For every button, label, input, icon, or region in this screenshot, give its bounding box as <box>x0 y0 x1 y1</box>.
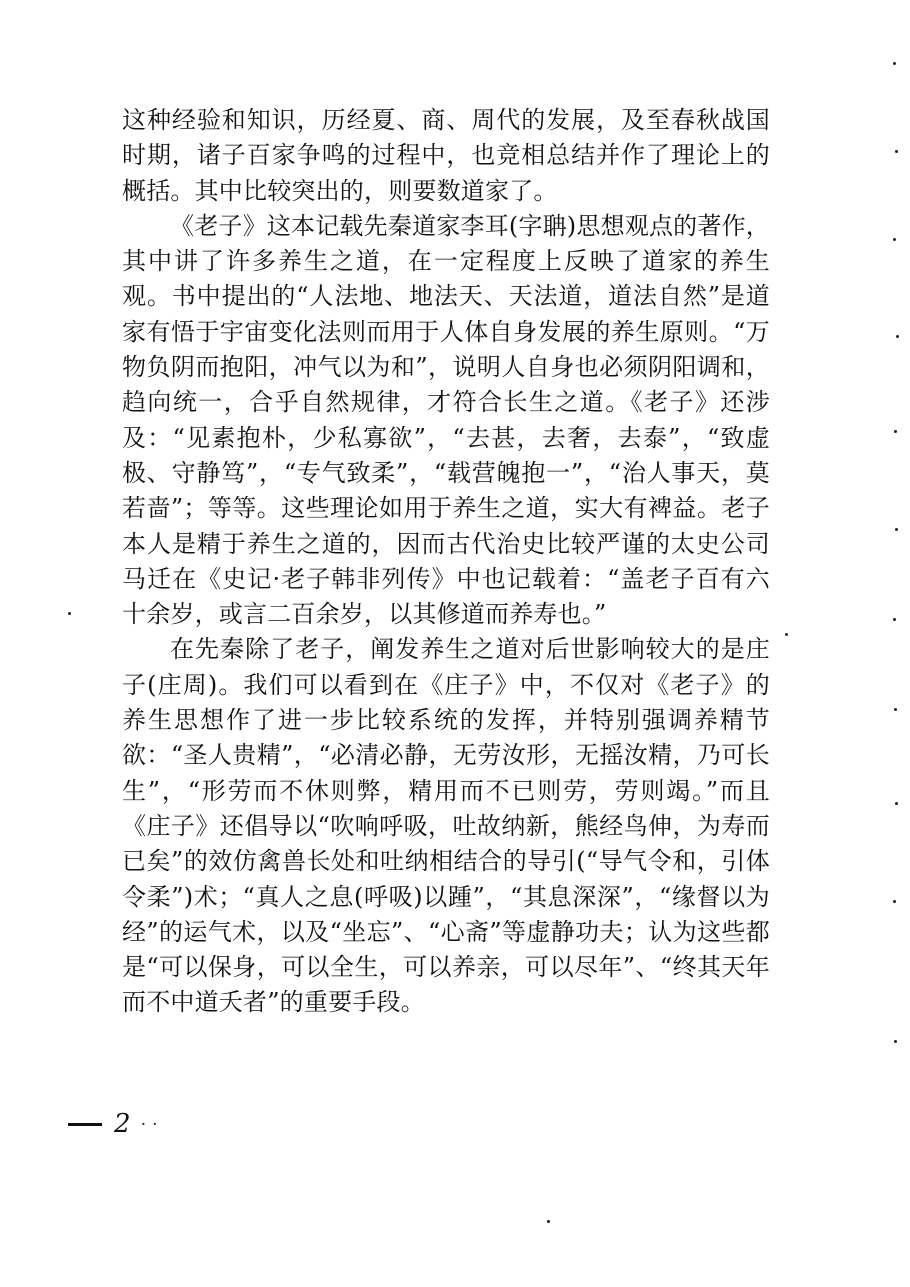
body-text <box>122 103 770 1021</box>
scan-speck <box>893 62 896 65</box>
scan-speck <box>68 612 71 615</box>
scan-speck <box>893 900 896 903</box>
paragraph-3: 在先秦除了老子，阐发养生之道对后世影响较大的是庄子(庄周)。我们可以看到在《庄子》中，不仅对《老子》的养生思想作了进一步比较系统的发挥，并特别强调养精节欲：“圣人贵精”，“必清必静，无劳汝形，无摇汝精，乃可长生”，“形劳而不休则弊，精用而不已则劳，劳则竭。”而且《庄子》还倡导以“吹响呼吸，吐故纳新，熊经鸟伸，为寿而已矣”的效仿禽兽长处和吐纳相结合的导引(“导气令和，引体令柔”)术；“真人之息(呼吸)以踵”，“其息深深”，“缘督以为经”的运气术，以及“坐忘”、“心斋”等虚静功夫；认为这些都是“可以保身，可以全生，可以养亲，可以尽年”、“终其天年而不中道夭者”的重要手段。 <box>122 635 770 1017</box>
scan-speck <box>893 618 896 621</box>
scan-speck <box>894 708 897 711</box>
scan-speck <box>895 528 898 531</box>
scan-speck <box>785 633 788 636</box>
scan-speck <box>896 335 899 338</box>
scan-speck <box>547 1220 550 1223</box>
scan-speck <box>894 1040 897 1043</box>
page-number: 2 <box>114 1109 133 1139</box>
paragraph-2: 《老子》这本记载先秦道家李耳(字聃)思想观点的著作，其中讲了许多养生之道，在一定程度上反映了道家的养生观。书中提出的“人法地、地法天、天法道，道法自然”是道家有悟于宇宙变化法则而用于人体自身发展的养生原则。“万物负阴而抱阳，冲气以为和”，说明人自身也必须阴阳调和，趋向统一，合乎自然规律，才符合长生之道。《老子》还涉及：“见素抱朴，少私寡欲”，“去甚，去奢，去泰”，“致虚极、守静笃”，“专气致柔”，“载营魄抱一”，“治人事天，莫若啬”；等等。这些理论如用于养生之道，实大有裨益。老子本人是精于养生之道的，因而古代治史比较严谨的太史公司马迁在《史记·老子韩非列传》中也记载着：“盖老子百有六十余岁，或言二百余岁，以其修道而养寿也。” <box>122 211 770 629</box>
scan-speck <box>895 802 898 805</box>
scan-speck <box>893 238 896 241</box>
scan-speck <box>894 430 897 433</box>
footer-dots: · · <box>140 1113 158 1135</box>
page-footer <box>68 1104 158 1144</box>
footer-dash <box>68 1123 102 1126</box>
paragraph-1: 这种经验和知识，历经夏、商、周代的发展，及至春秋战国时期，诸子百家争鸣的过程中，也竞相总结并作了理论上的概括。其中比较突出的，则要数道家了。 <box>122 106 770 205</box>
scan-speck <box>895 150 898 153</box>
